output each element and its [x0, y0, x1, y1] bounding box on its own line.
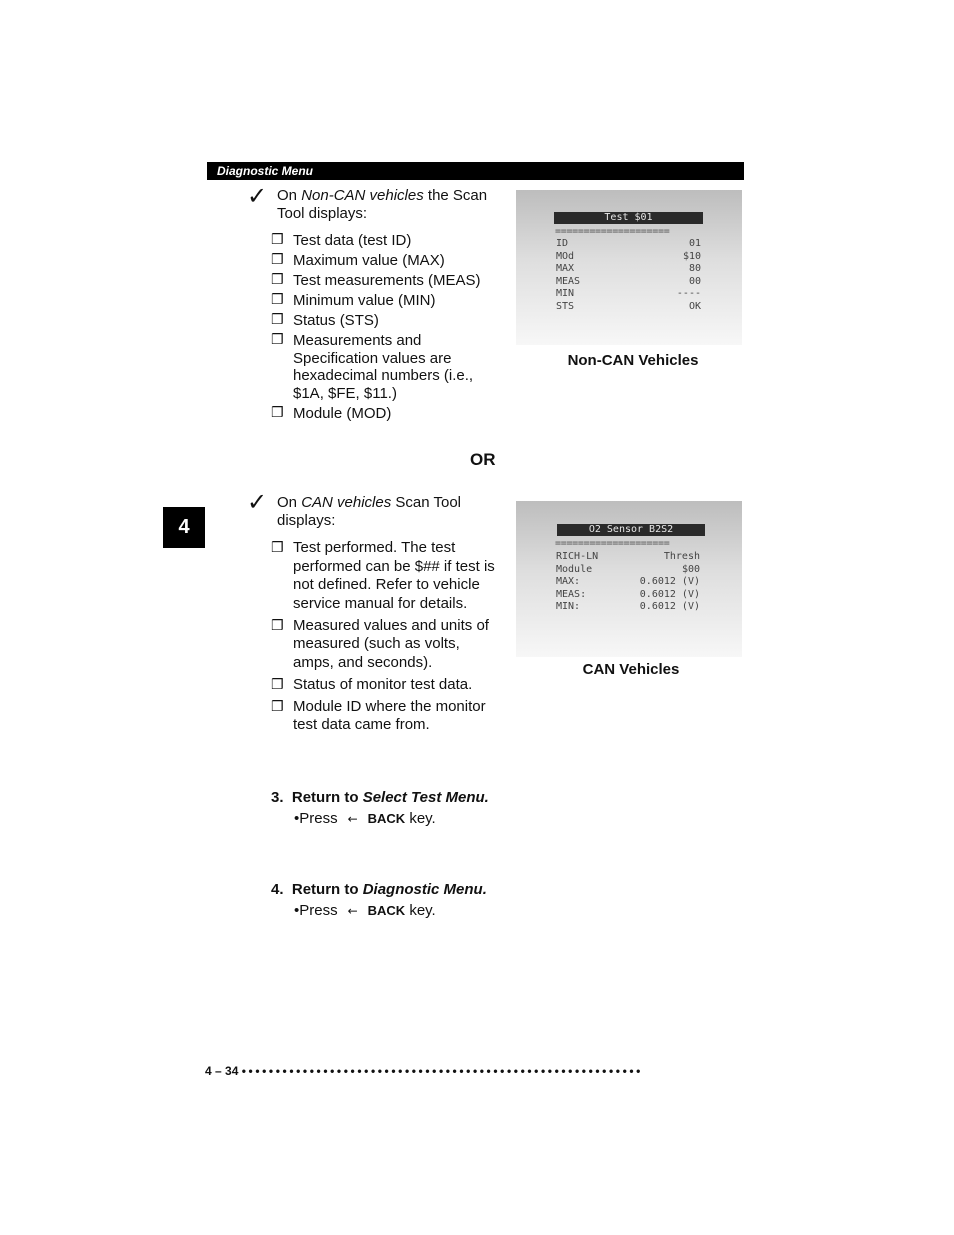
page-footer — [205, 1064, 745, 1078]
square-bullet-icon: ❒ — [271, 232, 284, 248]
page-number: 4 – 34 — [205, 1064, 239, 1078]
square-bullet-icon: ❒ — [271, 332, 284, 348]
screen-row: MEAS: 0.6012 (V) — [556, 588, 700, 600]
screen-row: MAX: 0.6012 (V) — [556, 576, 700, 587]
noncan-list — [271, 232, 503, 423]
back-arrow-icon: ← — [347, 812, 358, 826]
section-header-bar — [207, 162, 744, 180]
screen-separator: ==================== — [555, 538, 670, 549]
can-list — [271, 539, 503, 735]
screen-rows — [556, 551, 700, 614]
screen-row: ID 01 — [556, 238, 701, 249]
step-title: 3. Return to Select Test Menu. — [271, 789, 489, 806]
screen-title: O2 Sensor B2S2 — [557, 524, 705, 536]
square-bullet-icon: ❒ — [271, 540, 284, 556]
noncan-caption: Non-CAN Vehicles — [567, 352, 699, 369]
square-bullet-icon: ❒ — [271, 312, 284, 328]
square-bullet-icon: ❒ — [271, 272, 284, 288]
check-mark-icon: ✓ — [247, 182, 268, 210]
square-bullet-icon: ❒ — [271, 676, 284, 693]
screen-row: STS OK — [556, 300, 701, 312]
back-key-label: BACK — [367, 811, 406, 826]
chapter-tab: 4 — [163, 507, 205, 548]
section-title: Diagnostic Menu — [217, 164, 314, 178]
list-item: ❒ Module (MOD) — [271, 405, 392, 422]
list-item: ❒ Test performed. The test performed can be $## if test is not defined. Refer to vehicle service manual for details. — [271, 539, 495, 612]
can-scan-screen — [516, 501, 742, 657]
screen-title: Test $01 — [554, 212, 703, 224]
square-bullet-icon: ❒ — [271, 292, 284, 308]
step-3 — [271, 789, 489, 827]
list-item: ❒ Minimum value (MIN) — [271, 292, 436, 309]
screen-row: MIN: 0.6012 (V) — [556, 601, 700, 612]
screen-row: MAX 80 — [556, 263, 701, 274]
press-instruction: •Press ← BACK key. — [294, 810, 436, 827]
can-caption: CAN Vehicles — [582, 661, 680, 678]
screen-rows — [556, 238, 701, 313]
can-intro: On CAN vehicles Scan Tool displays: — [277, 494, 461, 529]
step-title: 4. Return to Diagnostic Menu. — [271, 881, 487, 898]
square-bullet-icon: ❒ — [271, 617, 284, 634]
back-arrow-icon: ← — [347, 904, 358, 918]
list-item: ❒ Measured values and units of measured (such as volts, amps, and seconds). — [271, 616, 489, 671]
list-item: ❒ Test data (test ID) — [271, 232, 412, 249]
noncan-scan-screen — [516, 190, 742, 345]
list-item: ❒ Maximum value (MAX) — [271, 252, 445, 269]
square-bullet-icon: ❒ — [271, 252, 284, 268]
or-separator: OR — [470, 450, 496, 469]
screen-row: MOd $10 — [556, 250, 701, 262]
list-item: ❒ Test measurements (MEAS) — [271, 272, 481, 289]
screen-row: MIN ---- — [556, 288, 701, 299]
footer-dot-leader: ••••••••••••••••••••••••••••••••••••••••••••••••••••••••••• — [241, 1064, 643, 1078]
screen-row: MEAS 00 — [556, 275, 701, 287]
list-item: ❒ Status (STS) — [271, 312, 379, 329]
back-key-label: BACK — [367, 903, 406, 918]
step-4 — [271, 881, 487, 919]
screen-row: Module $00 — [556, 563, 700, 575]
noncan-intro: On Non-CAN vehicles the Scan Tool displays: — [277, 187, 488, 222]
screen-row: RICH-LN Thresh — [556, 551, 700, 562]
list-item: ❒ Status of monitor test data. — [271, 675, 473, 693]
square-bullet-icon: ❒ — [271, 698, 284, 715]
check-mark-icon: ✓ — [247, 488, 268, 516]
list-item: ❒ Measurements and Specification values are hexadecimal numbers (i.e., $1A, $FE, $11.) — [271, 332, 474, 402]
list-item: ❒ Module ID where the monitor test data came from. — [271, 697, 486, 733]
screen-separator: ==================== — [555, 226, 670, 237]
press-instruction: •Press ← BACK key. — [294, 902, 436, 919]
square-bullet-icon: ❒ — [271, 405, 284, 421]
